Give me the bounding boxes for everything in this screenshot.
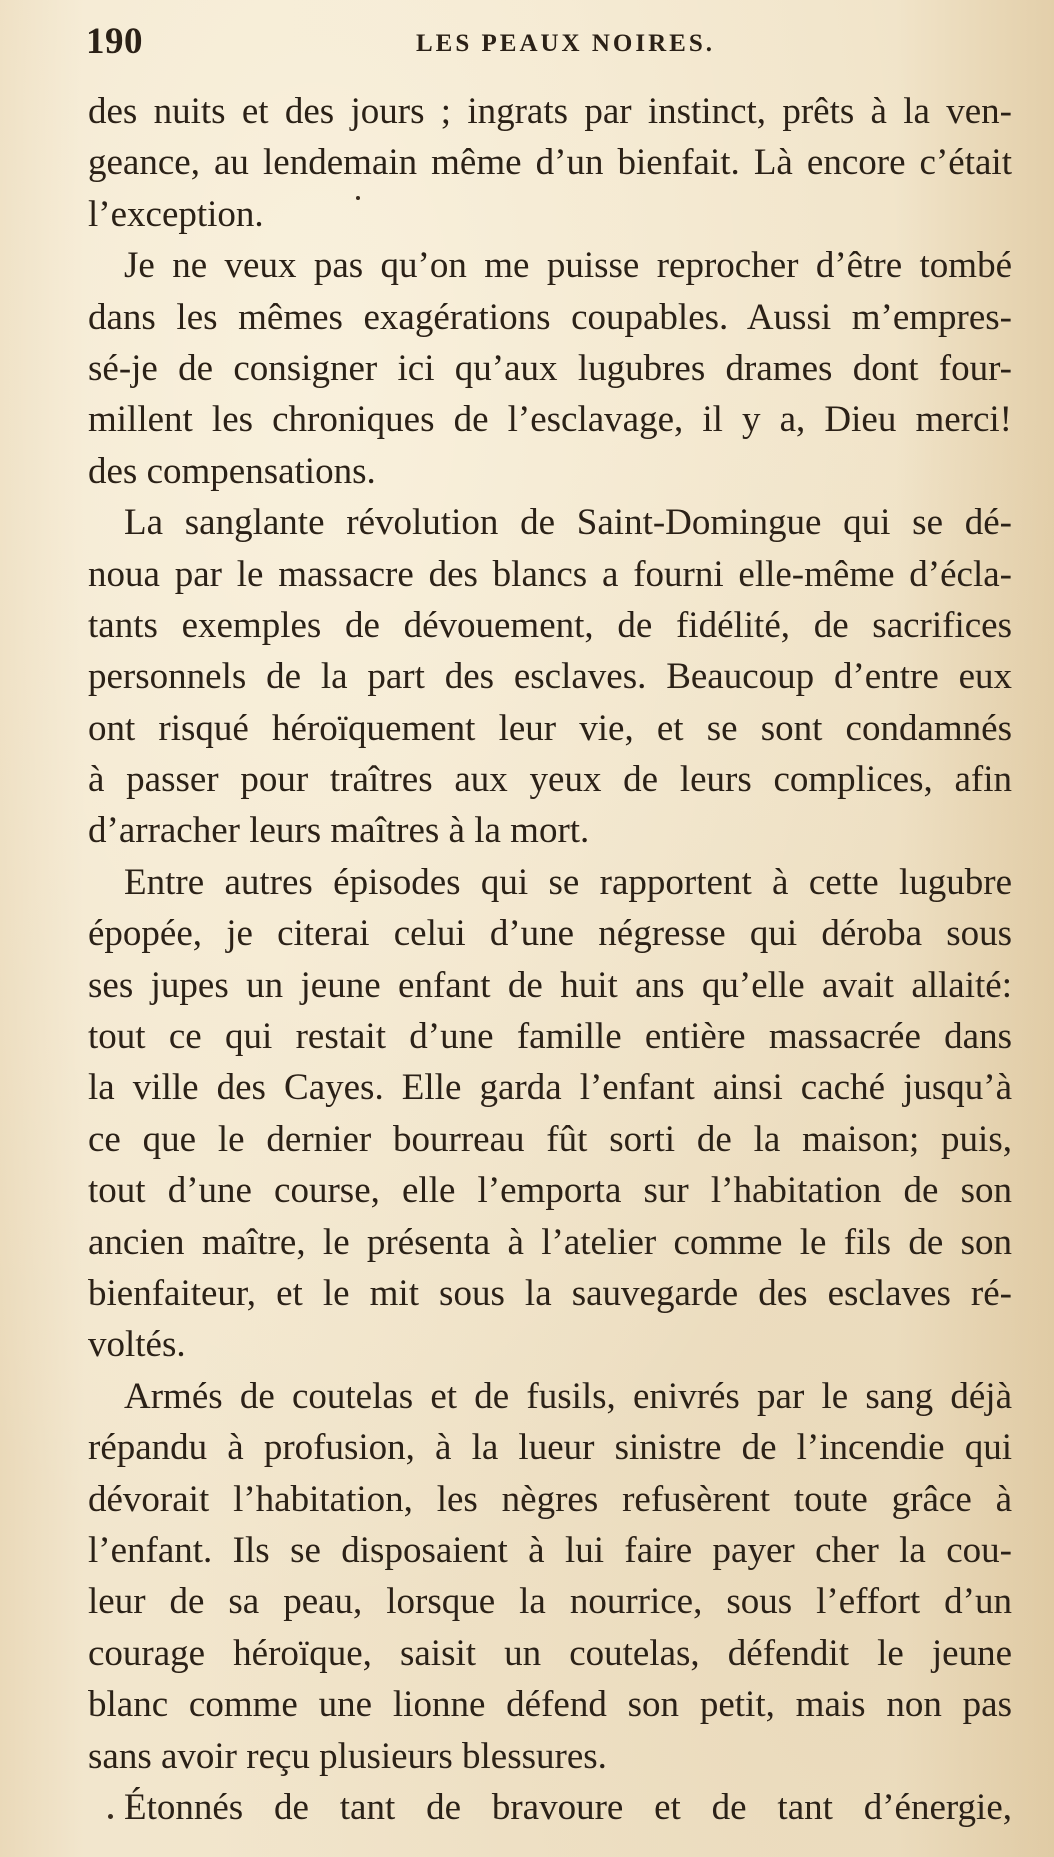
text-line: Étonnés de tant de bravoure et de tant d’énergie, bbox=[124, 1786, 1012, 1828]
text-line: leur de sa peau, lorsque la nourrice, sous l’effort d’un bbox=[88, 1581, 1012, 1623]
text-line: ce que le dernier bourreau fût sorti de la maison; puis, bbox=[88, 1118, 1012, 1160]
text-line: d’arracher leurs maîtres à la mort. bbox=[88, 810, 590, 852]
body-text bbox=[88, 86, 1012, 1833]
text-line: l’enfant. Ils se disposaient à lui faire payer cher la cou- bbox=[88, 1529, 1012, 1571]
text-line: tout d’une course, elle l’emporta sur l’habitation de son bbox=[88, 1170, 1012, 1212]
page-number: 190 bbox=[86, 21, 143, 62]
text-line: la ville des Cayes. Elle garda l’enfant ainsi caché jusqu’à bbox=[88, 1067, 1012, 1109]
text-line: voltés. bbox=[88, 1324, 186, 1366]
text-line: personnels de la part des esclaves. Beaucoup d’entre eux bbox=[88, 656, 1012, 698]
text-line: tout ce qui restait d’une famille entière massacrée dans bbox=[88, 1016, 1012, 1058]
text-line: millent les chroniques de l’esclavage, il y a, Dieu merci! bbox=[88, 399, 1012, 441]
text-line: courage héroïque, saisit un coutelas, défendit le jeune bbox=[88, 1632, 1012, 1674]
text-line: tants exemples de dévouement, de fidélité, de sacrifices bbox=[88, 604, 1012, 646]
text-line: répandu à profusion, à la lueur sinistre de l’incendie qui bbox=[88, 1427, 1012, 1469]
text-line: geance, au lendemain même d’un bienfait. Là encore c’était bbox=[88, 142, 1012, 184]
text-line: sans avoir reçu plusieurs blessures. bbox=[88, 1735, 607, 1777]
paper-speck bbox=[108, 1814, 113, 1819]
text-line: ses jupes un jeune enfant de huit ans qu’elle avait allaité: bbox=[88, 964, 1012, 1006]
text-line: ancien maître, le présenta à l’atelier comme le fils de son bbox=[88, 1221, 1012, 1263]
text-line: noua par le massacre des blancs a fourni elle-même d’écla- bbox=[88, 553, 1012, 595]
text-line: La sanglante révolution de Saint-Domingue qui se dé- bbox=[124, 502, 1012, 544]
text-line: ont risqué héroïquement leur vie, et se sont condamnés bbox=[88, 707, 1012, 749]
text-line: sé-je de consigner ici qu’aux lugubres drames dont four- bbox=[88, 347, 1012, 389]
text-line: Je ne veux pas qu’on me puisse reprocher d’être tombé bbox=[124, 245, 1012, 287]
text-line: des compensations. bbox=[88, 450, 376, 492]
text-line: blanc comme une lionne défend son petit, mais non pas bbox=[88, 1684, 1012, 1726]
text-line: bienfaiteur, et le mit sous la sauvegarde des esclaves ré- bbox=[88, 1272, 1012, 1314]
page-header bbox=[86, 18, 1014, 66]
text-line: des nuits et des jours ; ingrats par instinct, prêts à la ven- bbox=[88, 91, 1012, 132]
text-line: Entre autres épisodes qui se rapportent à cette lugubre bbox=[124, 861, 1012, 903]
text-line: dévorait l’habitation, les nègres refusèrent toute grâce à bbox=[88, 1478, 1012, 1520]
text-line: à passer pour traîtres aux yeux de leurs complices, afin bbox=[88, 759, 1012, 801]
paper-speck bbox=[356, 196, 360, 200]
text-line: Armés de coutelas et de fusils, enivrés par le sang déjà bbox=[124, 1375, 1012, 1417]
text-line: l’exception. bbox=[88, 193, 264, 235]
text-line: épopée, je citerai celui d’une négresse qui déroba sous bbox=[88, 913, 1012, 955]
running-title: LES PEAUX NOIRES. bbox=[416, 30, 715, 57]
text-line: dans les mêmes exagérations coupables. Aussi m’empres- bbox=[88, 296, 1012, 338]
